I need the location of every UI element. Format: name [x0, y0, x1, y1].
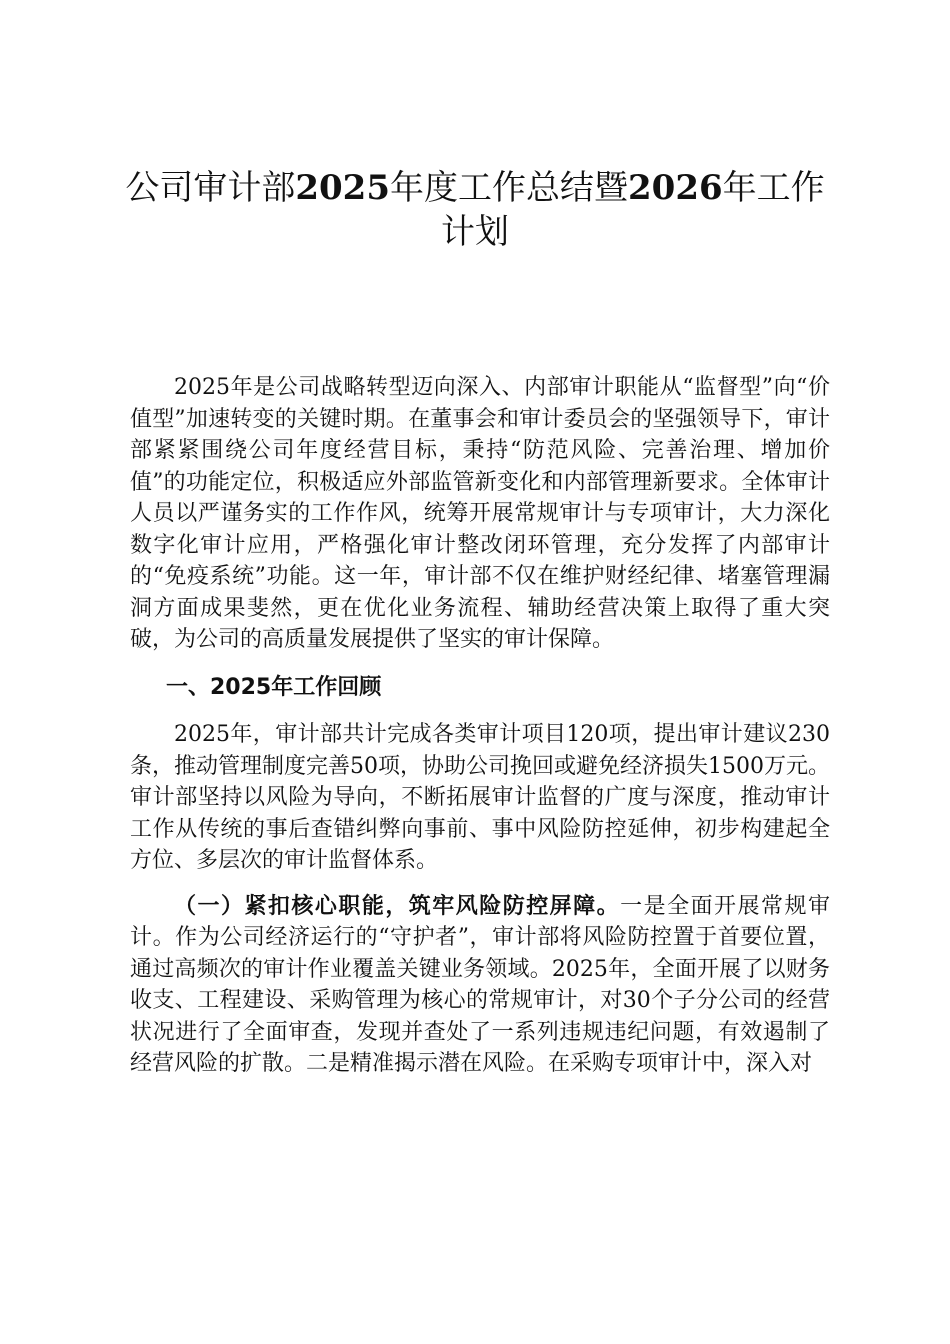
document-title: [120, 166, 830, 254]
document-body: [130, 372, 830, 1080]
title-year-2: 2026: [628, 168, 723, 208]
subsection-1-text: 一是全面开展常规审计。作为公司经济运行的“守护者”，审计部将风险防控置于首要位置，通过高频次的审计作业覆盖关键业务领域。2025年，全面开展了以财务收支、工程建设、采购管理为核心的常规审计，对30个子分公司的经营状况进行了全面审查，发现并查处了一系列违规违纪问题，有效遏制了经营风险的扩散。二是精准揭示潜在风险。在采购专项审计中，深入对: [130, 893, 830, 1076]
subsection-1-lead: （一）紧扣核心职能，筑牢风险防控屏障。: [174, 893, 621, 919]
title-part-3: 年工作计划: [441, 168, 825, 252]
title-year-1: 2025: [295, 168, 390, 208]
intro-paragraph: 2025年是公司战略转型迈向深入、内部审计职能从“监督型”向“价值型”加速转变的关键时期。在董事会和审计委员会的坚强领导下，审计部紧紧围绕公司年度经营目标，秉持“防范风险、完善治理、增加价值”的功能定位，积极适应外部监管新变化和内部管理新要求。全体审计人员以严谨务实的工作作风，统筹开展常规审计与专项审计，大力深化数字化审计应用，严格强化审计整改闭环管理，充分发挥了内部审计的“免疫系统”功能。这一年，审计部不仅在维护财经纪律、堵塞管理漏洞方面成果斐然，更在优化业务流程、辅助经营决策上取得了重大突破，为公司的高质量发展提供了坚实的审计保障。: [130, 375, 830, 652]
section-1-paragraph: 2025年，审计部共计完成各类审计项目120项，提出审计建议230条，推动管理制度完善50项，协助公司挽回或避免经济损失1500万元。审计部坚持以风险为导向，不断拓展审计监督的广度与深度，推动审计工作从传统的事后查错纠弊向事前、事中风险防控延伸，初步构建起全方位、多层次的审计监督体系。: [130, 722, 830, 873]
paragraph-gap: [130, 877, 830, 891]
title-part-2: 年度工作总结暨: [390, 168, 628, 208]
subsection-1-paragraph: [130, 891, 830, 1080]
title-part-1: 公司审计部: [125, 168, 296, 208]
section-1-heading: 一、2025年工作回顾: [166, 674, 382, 700]
